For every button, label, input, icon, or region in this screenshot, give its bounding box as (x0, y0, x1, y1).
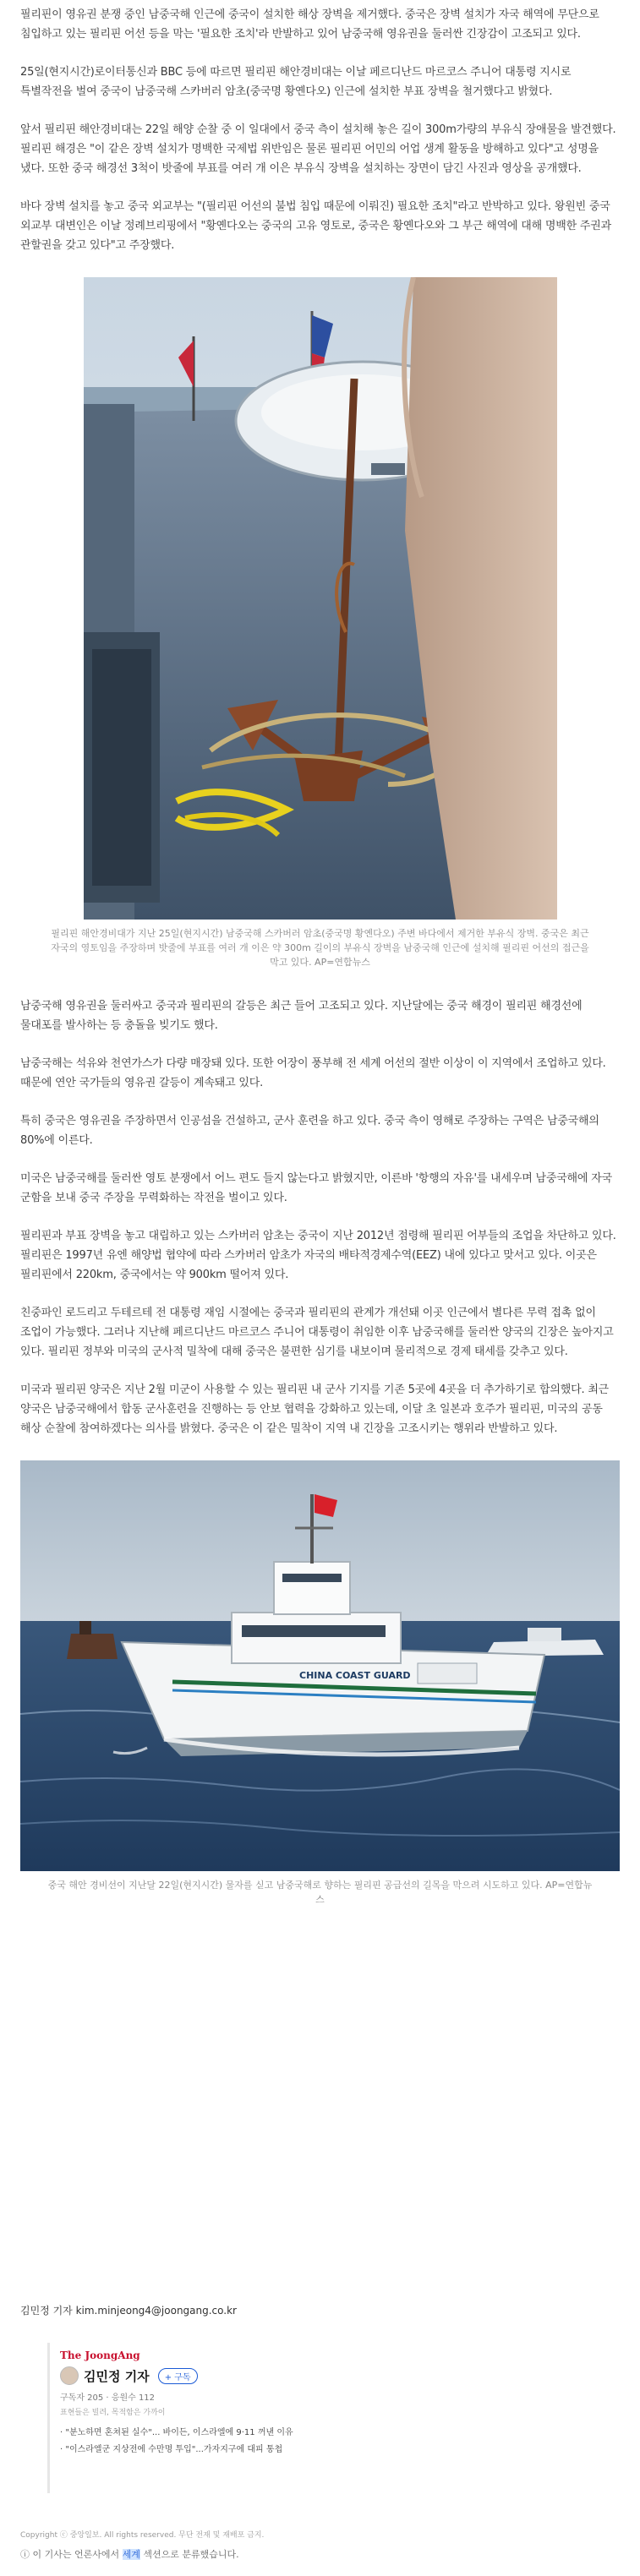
article-paragraph-4: 바다 장벽 설치를 놓고 중국 외교부는 "(필리핀 어선의 불법 침입 때문에 이뤄진) 필요한 조치"라고 반박하고 있다. 왕원빈 중국 외교부 대변인은 이날 정례브리핑에서 "황옌다오는 중국의 고유 영토로, 중국은 황옌다오와 그 부근 해역에 대해 명백한 주권과 관할권을 갖고 있다"고 주장했다. (20, 200, 611, 252)
byline: 김민정 기자 kim.minjeong4@joongang.co.kr (20, 2305, 237, 2317)
reporter-card (47, 2343, 605, 2493)
related-article-link-2[interactable]: · "이스라엘군 지상전에 수만명 투입"...가자지구에 대피 통첩 (60, 2445, 283, 2454)
related-article-link-1[interactable]: · "분노하면 혼쳐된 실수"... 바이든, 이스라엘에 9·11 꺼낸 이유 (60, 2428, 293, 2437)
photo-caption-1: 필리핀 해안경비대가 지난 25일(현지시간) 남중국해 스카버러 암초(중국명 황옌다오) 주변 바다에서 제거한 부유식 장벽. 중국은 최근 자국의 영토임을 주장하며 밧줄에 부표를 여러 개 이은 약 300m 길이의 부유식 장벽을 남중국해 인근에 설치해 필리핀 어선의 접근을 막고 있다. AP=연합뉴스 (51, 928, 589, 968)
reporter-avatar (60, 2366, 79, 2385)
copyright-notice: Copyright ⓒ 중앙일보. All rights reserved. 무단 전재 및 재배포 금지. (20, 2531, 265, 2540)
article-paragraph-10: 친중파인 로드리고 두테르테 전 대통령 재임 시절에는 중국과 필리핀의 관계가 개선돼 이곳 인근에서 별다른 무력 접촉 없이 조업이 가능했다. 그러나 지난해 페르디난드 마르코스 주니어 대통령이 취임한 이후 남중국해를 둘러싼 양국의 긴장은 높아지고 있다. 필리핀 정부와 미국의 군사적 밀착에 대해 중국은 불편한 심기를 내보이며 물리적으로 경제 태세를 갖추고 있다. (20, 1307, 614, 1358)
article-paragraph-8: 미국은 남중국해를 둘러싼 영토 분쟁에서 어느 편도 들지 않는다고 밝혔지만, 이른바 '항행의 자유'를 내세우며 남중국해에 자국 군함을 보내 중국 주장을 무력화하는 작전을 벌이고 있다. (20, 1172, 612, 1204)
section-link[interactable]: 세계 (122, 2549, 140, 2560)
article-paragraph-1: 필리핀이 영유권 분쟁 중인 남중국해 인근에 중국이 설치한 해상 장벽을 제거했다. 중국은 장벽 설치가 자국 해역에 무단으로 침입하고 있는 필리핀 어선 등을 막는 '필요한 조치'라 반발하고 있어 남중국해 영유권을 둘러싼 긴장감이 고조되고 있다. (20, 8, 599, 41)
section-notice (20, 2547, 239, 2561)
article-paragraph-3: 앞서 필리핀 해안경비대는 22일 해양 순찰 중 이 일대에서 중국 측이 설치해 놓은 길이 300m가량의 부유식 장애물을 발견했다. 필리핀 해경은 "이 같은 장벽 설치가 명백한 국제법 위반임은 물론 필리핀 어민의 어업 생계 활동을 방해하고 있다"고 성명을 냈다. 또한 중국 해경선 3척이 밧줄에 부표를 여러 개 이은 부유식 장벽을 설치하는 장면이 담긴 사진과 영상을 공개했다. (20, 123, 616, 175)
article-paragraph-2: 25일(현지시간)로이터통신과 BBC 등에 따르면 필리핀 해안경비대는 이날 페르디난드 마르코스 주니어 대통령 지시로 특별작전을 벌여 중국이 남중국해 스카버러 암초(중국명 황옌다오) 인근에 설치한 부표 장벽을 철거했다고 밝혔다. (20, 66, 572, 98)
photo-coast-guard-ship-image (20, 1460, 620, 1871)
reporter-description: 표현들은 빌려, 목적함은 가까이 (60, 2409, 166, 2417)
section-notice-prefix: ⓘ 이 기사는 언론사에서 (20, 2549, 123, 2560)
article-paragraph-6: 남중국해는 석유와 천연가스가 다량 매장돼 있다. 또한 어장이 풍부해 전 세계 어선의 절반 이상이 이 지역에서 조업하고 있다. 때문에 연안 국가들의 영유권 갈등이 계속돼고 있다. (20, 1057, 606, 1089)
reporter-stats: 구독자 205 · 응원수 112 (60, 2393, 156, 2403)
article-paragraph-7: 특히 중국은 영유권을 주장하면서 인공섬을 건설하고, 군사 훈련을 하고 있다. 중국 측이 영해로 주장하는 구역은 남중국해의 80%에 이른다. (20, 1115, 599, 1147)
subscribe-button[interactable]: + 구독 (158, 2368, 198, 2384)
article-paragraph-5: 남중국해 영유권을 둘러싸고 중국과 필리핀의 갈등은 최근 들어 고조되고 있다. 지난달에는 중국 해경이 필리핀 해경선에 물대포를 발사하는 등 충돌을 빚기도 했다. (20, 1000, 583, 1032)
reporter-name[interactable]: 김민정 기자 (84, 2368, 150, 2384)
photo-coast-guard-ship (20, 1460, 620, 1871)
article-paragraph-9: 필리핀과 부표 장벽을 놓고 대립하고 있는 스카버러 암초는 중국이 지난 2012년 점령해 필리핀 어부들의 조업을 차단하고 있다. 필리핀은 1997년 유엔 해양법 협약에 따라 스카버러 암초가 자국의 배타적경제수역(EEZ) 내에 있다고 맞서고 있다. 이곳은 필리핀에서 220km, 중국에서는 약 900km 떨어져 있다. (20, 1230, 616, 1281)
publisher-logo: The JoongAng (60, 2350, 140, 2361)
photo-barrier-anchor-image (84, 277, 557, 920)
photo-barrier-anchor (84, 277, 557, 920)
photo-caption-2: 중국 해안 경비선이 지난달 22일(현지시간) 물자를 싣고 남중국해로 향하는 필리핀 공급선의 길목을 막으려 시도하고 있다. AP=연합뉴스 (47, 1880, 593, 1905)
section-notice-suffix: 섹션으로 분류했습니다. (139, 2549, 239, 2560)
article-paragraph-11: 미국과 필리핀 양국은 지난 2월 미군이 사용할 수 있는 필리핀 내 군사 기지를 기존 5곳에 4곳을 더 추가하기로 합의했다. 최근 양국은 남중국해에서 합동 군사훈련을 진행하는 등 안보 협력을 강화하고 있는데, 이달 초 일본과 호주가 필리핀, 미국의 공동 해상 순찰에 참여하겠다는 의사를 밝혔다. 중국은 이 같은 밀착이 지역 내 긴장을 고조시키는 행위라 반발하고 있다. (20, 1384, 610, 1435)
ship-hull-label: CHINA COAST GUARD (299, 1670, 411, 1681)
